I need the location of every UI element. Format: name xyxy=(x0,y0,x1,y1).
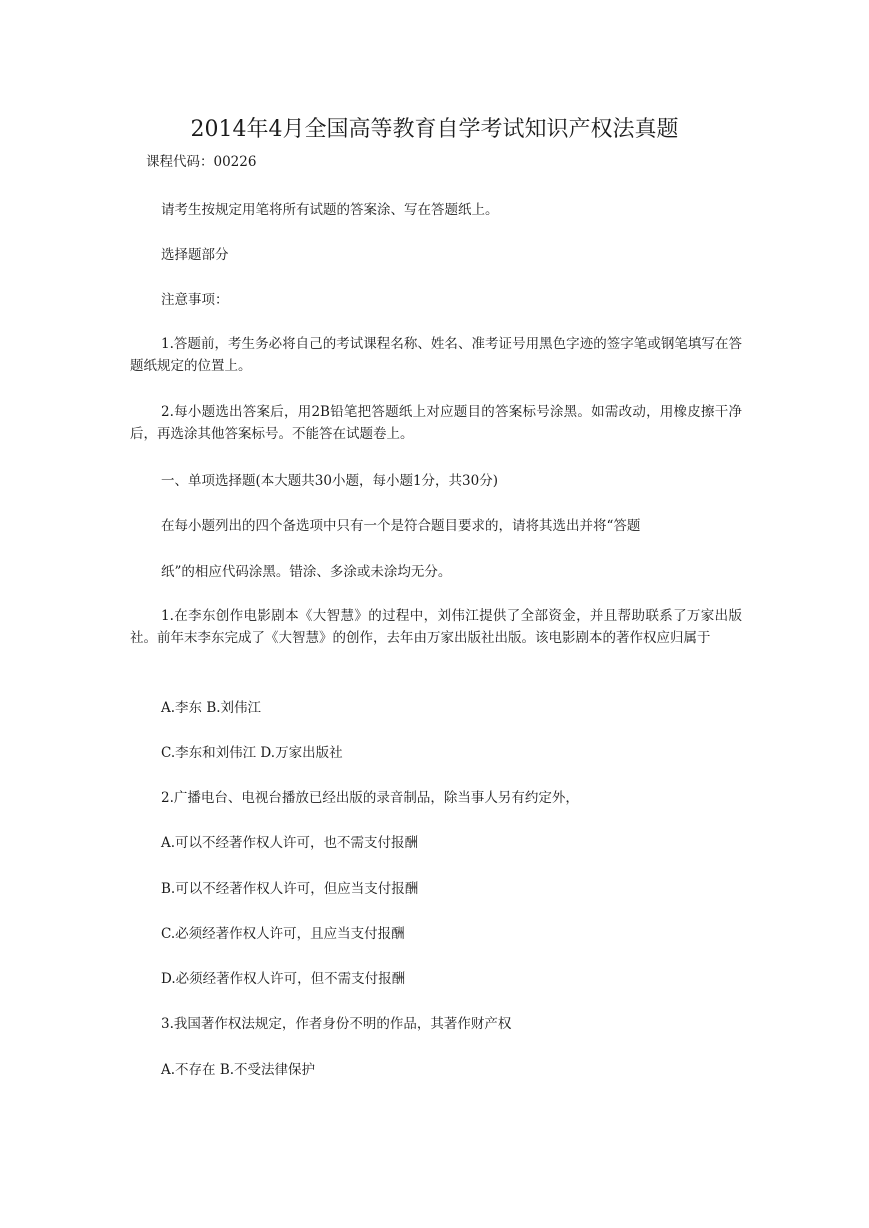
instruction-paragraph: 请考生按规定用笔将所有试题的答案涂、写在答题纸上。 xyxy=(161,202,499,218)
question-2: 2.广播电台、电视台播放已经出版的录音制品，除当事人另有约定外， xyxy=(161,790,579,806)
question-2-option-c: C.必须经著作权人许可，且应当支付报酬 xyxy=(161,926,405,942)
question-2-option-a: A.可以不经著作权人许可，也不需支付报酬 xyxy=(161,835,419,851)
question-2-option-b: B.可以不经著作权人许可，但应当支付报酬 xyxy=(161,881,419,897)
course-code: 课程代码：00226 xyxy=(146,154,257,170)
question-section-heading: 一、单项选择题(本大题共30小题，每小题1分，共30分) xyxy=(161,473,498,489)
question-3-options-ab: A.不存在 B.不受法律保护 xyxy=(161,1062,316,1078)
section-instruction-line-1: 在每小题列出的四个备选项中只有一个是符合题目要求的，请将其选出并将“答题 xyxy=(161,518,641,534)
question-3: 3.我国著作权法规定，作者身份不明的作品，其著作财产权 xyxy=(161,1016,512,1032)
notice-item-2: 2.每小题选出答案后，用2B铅笔把答题纸上对应题目的答案标号涂黑。如需改动，用橡皮擦干净后，再选涂其他答案标号。不能答在试题卷上。 xyxy=(130,404,742,442)
question-1-options-ab: A.李东 B.刘伟江 xyxy=(161,700,262,716)
question-1-options-cd: C.李东和刘伟江 D.万家出版社 xyxy=(161,745,343,761)
document-title: 2014年4月全国高等教育自学考试知识产权法真题 xyxy=(190,117,679,142)
notice-heading: 注意事项： xyxy=(161,292,229,308)
question-2-option-d: D.必须经著作权人许可，但不需支付报酬 xyxy=(161,971,406,987)
section-instruction-line-2: 纸”的相应代码涂黑。错涂、多涂或未涂均无分。 xyxy=(161,564,452,580)
section-heading: 选择题部分 xyxy=(161,247,229,263)
question-1: 1.在李东创作电影剧本《大智慧》的过程中，刘伟江提供了全部资金，并且帮助联系了万家出版社。前年末李东完成了《大智慧》的创作，去年由万家出版社出版。该电影剧本的著作权应归属于 xyxy=(130,608,742,646)
notice-item-1: 1.答题前，考生务必将自己的考试课程名称、姓名、准考证号用黑色字迹的签字笔或钢笔填写在答题纸规定的位置上。 xyxy=(130,336,742,374)
